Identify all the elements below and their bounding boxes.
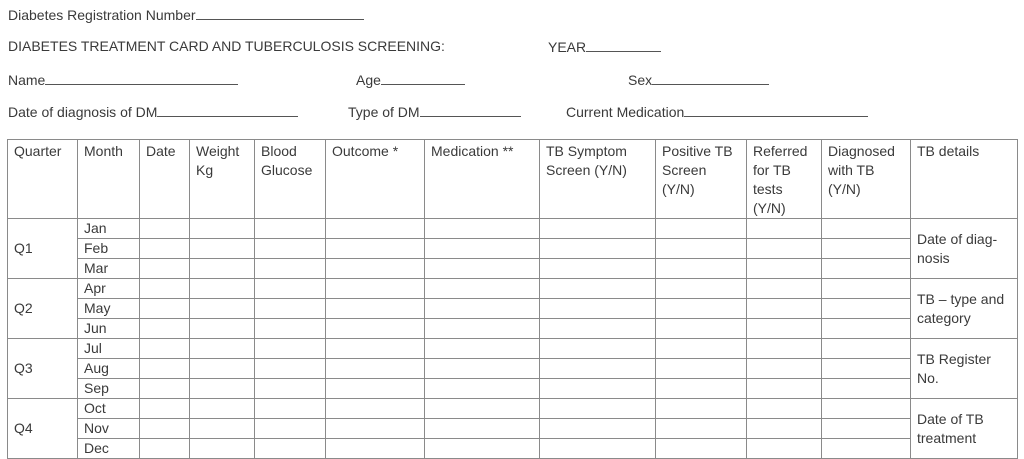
entry-cell[interactable] (255, 419, 326, 439)
entry-cell[interactable] (425, 359, 540, 379)
entry-cell[interactable] (822, 399, 911, 419)
entry-cell[interactable] (425, 239, 540, 259)
month-cell: Apr (78, 279, 140, 299)
column-header: Month (78, 140, 140, 219)
entry-cell[interactable] (326, 339, 425, 359)
entry-cell[interactable] (540, 359, 656, 379)
age-label: Age (356, 72, 381, 88)
entry-cell[interactable] (656, 419, 747, 439)
entry-cell[interactable] (255, 439, 326, 459)
column-header: Positive TB Screen (Y/N) (656, 140, 747, 219)
entry-cell[interactable] (190, 359, 255, 379)
entry-cell[interactable] (326, 419, 425, 439)
column-header: TB details (911, 140, 1018, 219)
entry-cell[interactable] (425, 259, 540, 279)
entry-cell[interactable] (140, 399, 190, 419)
entry-cell[interactable] (140, 379, 190, 399)
age-field[interactable] (381, 71, 465, 85)
entry-cell[interactable] (656, 399, 747, 419)
entry-cell[interactable] (140, 359, 190, 379)
table-row (8, 379, 1018, 399)
entry-cell[interactable] (747, 259, 822, 279)
dm-type-field[interactable] (420, 103, 521, 117)
entry-cell[interactable] (822, 439, 911, 459)
registration-number-line (8, 6, 364, 23)
card-title-text: DIABETES TREATMENT CARD AND TUBERCULOSIS SCREENING: (8, 38, 445, 54)
column-header: Weight Kg (190, 140, 255, 219)
entry-cell[interactable] (822, 259, 911, 279)
table-row (8, 219, 1018, 239)
month-cell: Oct (78, 399, 140, 419)
month-cell: May (78, 299, 140, 319)
entry-cell[interactable] (190, 439, 255, 459)
entry-cell[interactable] (656, 359, 747, 379)
entry-cell[interactable] (140, 239, 190, 259)
entry-cell[interactable] (190, 339, 255, 359)
month-cell: Jun (78, 319, 140, 339)
entry-cell[interactable] (540, 259, 656, 279)
column-header: TB Symptom Screen (Y/N) (540, 140, 656, 219)
month-cell: Dec (78, 439, 140, 459)
quarter-cell: Q3 (8, 339, 78, 399)
tb-details-cell: TB – type and category (911, 279, 1018, 339)
entry-cell[interactable] (140, 319, 190, 339)
table-row (8, 419, 1018, 439)
entry-cell[interactable] (540, 279, 656, 299)
table-body (8, 219, 1018, 459)
entry-cell[interactable] (255, 399, 326, 419)
dm-type-line (348, 103, 521, 120)
year-label: YEAR (548, 39, 587, 55)
entry-cell[interactable] (822, 319, 911, 339)
column-header: Blood Glucose (255, 140, 326, 219)
entry-cell[interactable] (747, 279, 822, 299)
entry-cell[interactable] (326, 299, 425, 319)
entry-cell[interactable] (822, 279, 911, 299)
month-cell: Aug (78, 359, 140, 379)
quarter-cell: Q2 (8, 279, 78, 339)
year-line (548, 38, 661, 55)
entry-cell[interactable] (656, 259, 747, 279)
entry-cell[interactable] (822, 339, 911, 359)
entry-cell[interactable] (425, 379, 540, 399)
entry-cell[interactable] (190, 419, 255, 439)
entry-cell[interactable] (190, 379, 255, 399)
table-row (8, 399, 1018, 419)
sex-field[interactable] (652, 71, 769, 85)
entry-cell[interactable] (747, 419, 822, 439)
entry-cell[interactable] (140, 419, 190, 439)
entry-cell[interactable] (822, 379, 911, 399)
column-header: Date (140, 140, 190, 219)
table-row (8, 299, 1018, 319)
entry-cell[interactable] (255, 319, 326, 339)
entry-cell[interactable] (425, 279, 540, 299)
entry-cell[interactable] (255, 279, 326, 299)
month-cell: Jan (78, 219, 140, 239)
entry-cell[interactable] (326, 439, 425, 459)
entry-cell[interactable] (747, 359, 822, 379)
entry-cell[interactable] (747, 239, 822, 259)
table-row (8, 259, 1018, 279)
entry-cell[interactable] (425, 339, 540, 359)
column-header: Quarter (8, 140, 78, 219)
table-row (8, 359, 1018, 379)
quarter-cell: Q1 (8, 219, 78, 279)
diagnosis-date-field[interactable] (157, 103, 298, 117)
entry-cell[interactable] (656, 279, 747, 299)
table-row (8, 339, 1018, 359)
entry-cell[interactable] (656, 219, 747, 239)
entry-cell[interactable] (656, 439, 747, 459)
entry-cell[interactable] (540, 339, 656, 359)
column-header: Medication ** (425, 140, 540, 219)
entry-cell[interactable] (255, 299, 326, 319)
entry-cell[interactable] (747, 439, 822, 459)
sex-label: Sex (628, 72, 653, 88)
entry-cell[interactable] (140, 339, 190, 359)
table-header-row (8, 140, 1018, 219)
table-row (8, 279, 1018, 299)
column-header: Outcome * (326, 140, 425, 219)
month-cell: Jul (78, 339, 140, 359)
entry-cell[interactable] (540, 299, 656, 319)
entry-cell[interactable] (140, 299, 190, 319)
treatment-table (7, 139, 1018, 459)
entry-cell[interactable] (540, 379, 656, 399)
entry-cell[interactable] (140, 219, 190, 239)
entry-cell[interactable] (656, 339, 747, 359)
current-medication-field[interactable] (684, 103, 868, 117)
quarter-cell: Q4 (8, 399, 78, 459)
entry-cell[interactable] (425, 419, 540, 439)
entry-cell[interactable] (540, 399, 656, 419)
entry-cell[interactable] (190, 319, 255, 339)
current-medication-line (566, 103, 868, 120)
entry-cell[interactable] (656, 379, 747, 399)
entry-cell[interactable] (255, 219, 326, 239)
tb-details-cell: Date of TB treatment (911, 399, 1018, 459)
month-cell: Mar (78, 259, 140, 279)
diagnosis-date-line (8, 103, 298, 120)
name-label: Name (8, 72, 46, 88)
entry-cell[interactable] (822, 419, 911, 439)
entry-cell[interactable] (425, 319, 540, 339)
entry-cell[interactable] (190, 219, 255, 239)
entry-cell[interactable] (190, 279, 255, 299)
entry-cell[interactable] (656, 239, 747, 259)
dm-type-label: Type of DM (348, 104, 420, 120)
entry-cell[interactable] (425, 399, 540, 419)
month-cell: Nov (78, 419, 140, 439)
entry-cell[interactable] (255, 359, 326, 379)
registration-number-field[interactable] (196, 6, 364, 20)
current-medication-label: Current Medication (566, 104, 685, 120)
entry-cell[interactable] (425, 219, 540, 239)
tb-details-cell: TB Register No. (911, 339, 1018, 399)
entry-cell[interactable] (140, 259, 190, 279)
entry-cell[interactable] (540, 219, 656, 239)
entry-cell[interactable] (326, 379, 425, 399)
entry-cell[interactable] (656, 299, 747, 319)
entry-cell[interactable] (747, 339, 822, 359)
table-row (8, 239, 1018, 259)
entry-cell[interactable] (326, 399, 425, 419)
entry-cell[interactable] (540, 439, 656, 459)
entry-cell[interactable] (190, 399, 255, 419)
name-line (8, 71, 238, 88)
entry-cell[interactable] (326, 239, 425, 259)
entry-cell[interactable] (140, 439, 190, 459)
diagnosis-date-label: Date of diagnosis of DM (8, 104, 158, 120)
entry-cell[interactable] (255, 339, 326, 359)
entry-cell[interactable] (425, 299, 540, 319)
column-header: Referred for TB tests (Y/N) (747, 140, 822, 219)
entry-cell[interactable] (822, 239, 911, 259)
entry-cell[interactable] (747, 379, 822, 399)
month-cell: Sep (78, 379, 140, 399)
entry-cell[interactable] (822, 219, 911, 239)
entry-cell[interactable] (255, 379, 326, 399)
month-cell: Feb (78, 239, 140, 259)
entry-cell[interactable] (255, 259, 326, 279)
entry-cell[interactable] (747, 399, 822, 419)
name-field[interactable] (45, 71, 238, 85)
entry-cell[interactable] (540, 239, 656, 259)
entry-cell[interactable] (747, 219, 822, 239)
entry-cell[interactable] (822, 359, 911, 379)
entry-cell[interactable] (540, 419, 656, 439)
entry-cell[interactable] (326, 219, 425, 239)
registration-number-label: Diabetes Registration Number (8, 7, 196, 23)
table-row (8, 319, 1018, 339)
entry-cell[interactable] (190, 239, 255, 259)
entry-cell[interactable] (747, 299, 822, 319)
entry-cell[interactable] (190, 259, 255, 279)
column-header: Diagnosed with TB (Y/N) (822, 140, 911, 219)
entry-cell[interactable] (326, 359, 425, 379)
table-row (8, 439, 1018, 459)
entry-cell[interactable] (255, 239, 326, 259)
sex-line (628, 71, 769, 88)
card-title (8, 38, 445, 54)
year-field[interactable] (586, 38, 661, 52)
age-line (356, 71, 465, 88)
entry-cell[interactable] (540, 319, 656, 339)
entry-cell[interactable] (140, 279, 190, 299)
entry-cell[interactable] (326, 279, 425, 299)
entry-cell[interactable] (326, 319, 425, 339)
entry-cell[interactable] (326, 259, 425, 279)
entry-cell[interactable] (822, 299, 911, 319)
entry-cell[interactable] (747, 319, 822, 339)
tb-details-cell: Date of diag-nosis (911, 219, 1018, 279)
entry-cell[interactable] (190, 299, 255, 319)
entry-cell[interactable] (425, 439, 540, 459)
entry-cell[interactable] (656, 319, 747, 339)
